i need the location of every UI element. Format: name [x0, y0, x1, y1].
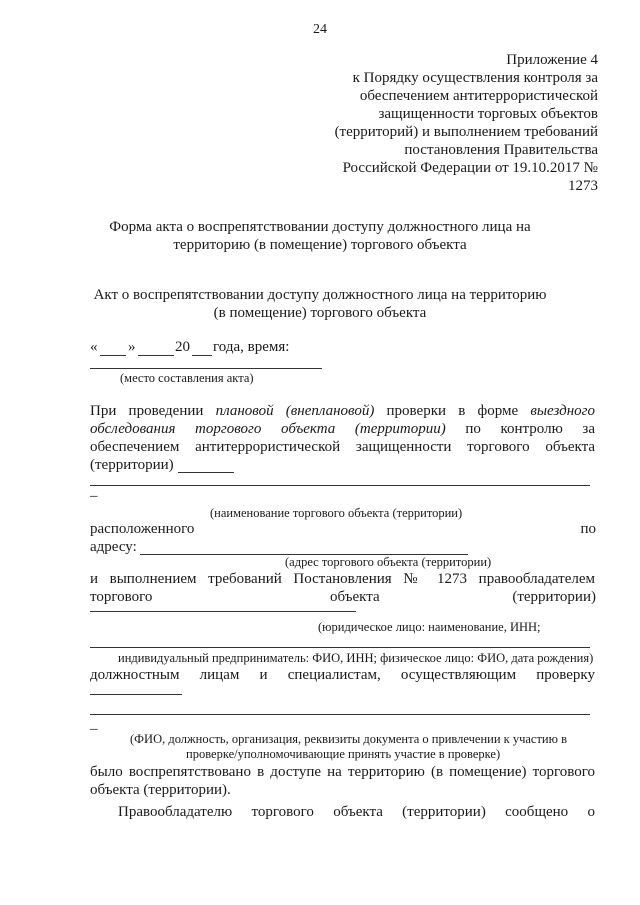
legal-caption-1: (юридическое лицо: наименование, ИНН; — [318, 620, 541, 634]
dash-mark: – — [90, 488, 98, 504]
form-title-line2: территорию (в помещение) торгового объекта — [173, 237, 467, 253]
officials-blank-2 — [90, 714, 590, 715]
address-caption: (адрес торгового объекта (территории) — [285, 555, 492, 569]
year-blank — [192, 355, 212, 356]
dash-mark: – — [90, 721, 98, 737]
denied-line1: было воспрепятствовано в доступе на территорию (в помещение) торгового — [90, 764, 595, 780]
notified-line: Правообладателю торгового объекта (территории) сообщено о — [118, 804, 595, 820]
place-caption: (место составления акта) — [120, 371, 254, 385]
annex-title: Приложение 4 — [506, 52, 598, 68]
para1-line2: обследования торгового объекта (территории) по контролю за — [90, 421, 595, 437]
territory-blank — [178, 472, 234, 473]
annex-line: 1273 — [568, 178, 598, 194]
compliance-word2: объекта — [330, 589, 380, 605]
page-number: 24 — [313, 22, 327, 37]
persons-caption-2: проверке/уполномочивающие принять участие в проверке) — [186, 747, 501, 761]
annex-line: Российской Федерации от 19.10.2017 № — [342, 160, 598, 176]
month-blank — [138, 355, 174, 356]
object-name-blank — [90, 485, 590, 486]
annex-line: к Порядку осуществления контроля за — [352, 70, 598, 86]
located-label: расположенного — [90, 521, 195, 537]
para1-line4: (территории) — [90, 457, 174, 473]
address-label: адресу: — [90, 539, 137, 555]
officials-blank-1 — [90, 694, 182, 695]
date-suffix: года, время: — [213, 339, 290, 355]
officials-line: должностным лицам и специалистам, осуществляющим проверку — [90, 667, 595, 683]
para1-line1: При проведении плановой (внеплановой) проверки в форме выездного — [90, 403, 595, 419]
persons-caption-1: (ФИО, должность, организация, реквизиты документа о привлечении к участию в — [130, 732, 567, 746]
place-blank — [90, 368, 322, 369]
act-title-line2: (в помещение) торгового объекта — [213, 305, 427, 321]
annex-line: обеспечением антитеррористической — [359, 88, 598, 104]
compliance-line1: и выполнением требований Постановления № 1273 правообладателем — [90, 571, 595, 587]
compliance-word1: торгового — [90, 589, 153, 605]
annex-line: постановления Правительства — [404, 142, 598, 158]
legal-blank-1 — [90, 611, 356, 612]
day-blank — [100, 355, 126, 356]
denied-line2: объекта (территории). — [90, 782, 231, 798]
date-quote-open: « — [90, 339, 98, 355]
located-by: по — [580, 521, 596, 537]
object-name-caption: (наименование торгового объекта (территории) — [210, 506, 463, 520]
form-title-line1: Форма акта о воспрепятствовании доступу должностного лица на — [109, 219, 531, 235]
date-quote-close: » — [128, 339, 136, 355]
legal-caption-2: индивидуальный предприниматель: ФИО, ИНН; физическое лицо: ФИО, дата рождения) — [118, 651, 594, 665]
para1-line3: обеспечением антитеррористической защищенности торгового объекта — [90, 439, 595, 455]
compliance-word3: (территории) — [512, 589, 596, 605]
act-title-line1: Акт о воспрепятствовании доступу должностного лица на территорию — [93, 287, 547, 303]
annex-line: защищенности торговых объектов — [378, 106, 598, 122]
legal-blank-2 — [90, 647, 590, 648]
year-prefix: 20 — [175, 339, 190, 355]
annex-line: (территорий) и выполнением требований — [334, 124, 598, 140]
